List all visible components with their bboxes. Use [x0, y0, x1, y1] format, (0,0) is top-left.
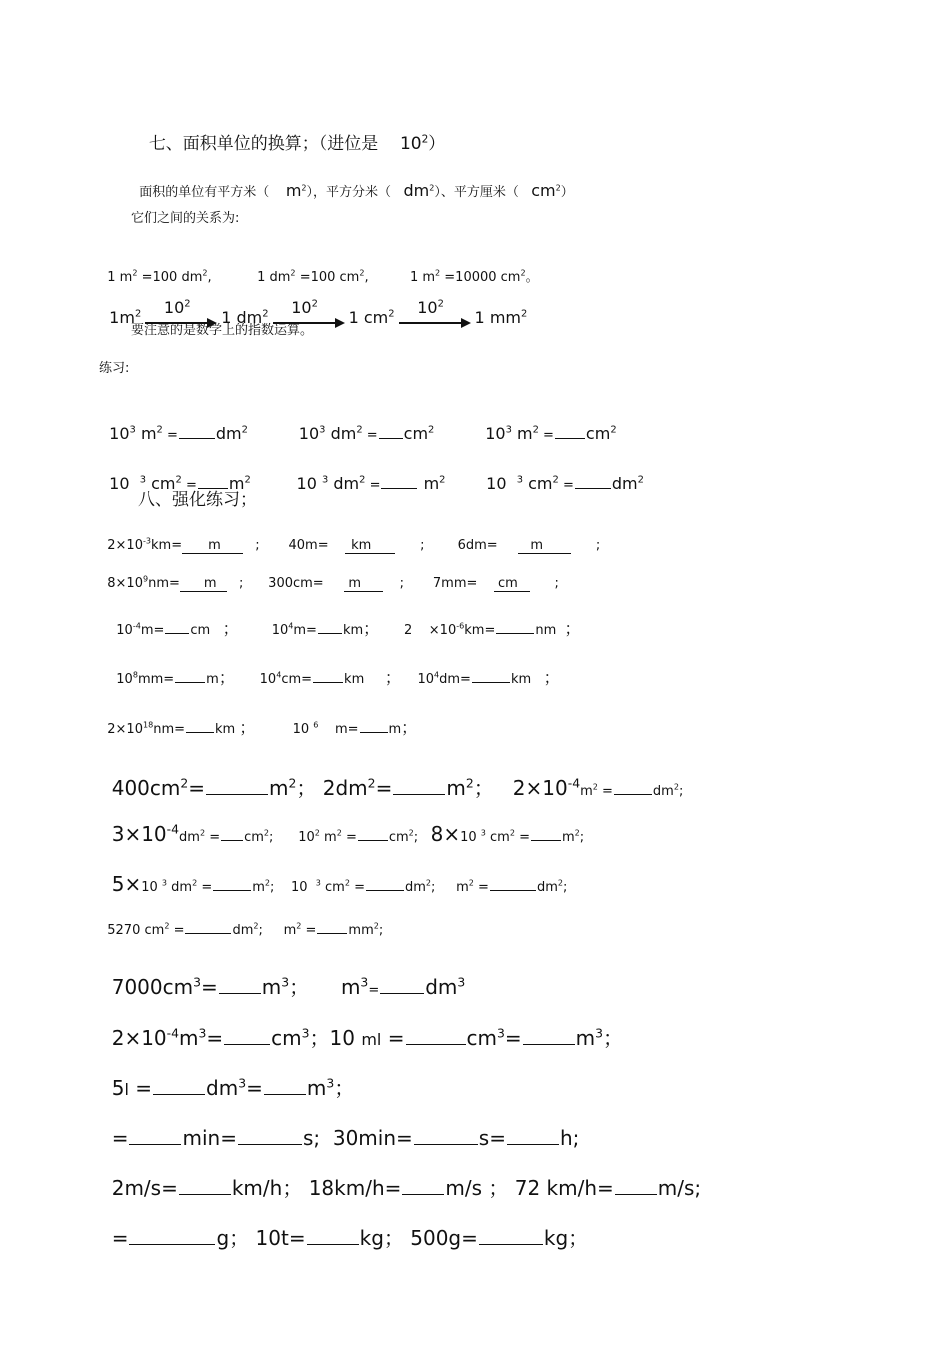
- answer-blank[interactable]: [185, 920, 231, 934]
- answer-field[interactable]: m: [182, 539, 243, 554]
- exercise-row-5: $2\times 10^{18}nm=$ km ； 10 $^6$ m= m；: [107, 718, 418, 737]
- practice-row-1: $10^3$ $m^2 = dm^2$ $10^3$ $dm^2 = cm^2$ $10^3$ $m^2 = cm^2$: [109, 424, 617, 443]
- answer-blank[interactable]: [186, 719, 214, 733]
- exponent-note: 要注意的是数学上的指数运算。: [131, 323, 314, 338]
- answer-blank[interactable]: [317, 920, 347, 934]
- answer-blank[interactable]: [238, 1124, 302, 1145]
- answer-blank[interactable]: [380, 973, 424, 994]
- exercise-row-10: $7000cm^3= m^3$； $m^3= dm^3$: [111, 974, 466, 999]
- answer-blank[interactable]: [224, 1024, 270, 1045]
- exercise-row-6: $400cm^2= m^2$； $2dm^2= m^2$； $2\times 10^{-4}m^2 = dm^2$;: [111, 775, 684, 800]
- answer-blank[interactable]: [129, 1124, 181, 1145]
- answer-blank[interactable]: [175, 669, 205, 683]
- answer-blank[interactable]: [366, 877, 404, 891]
- answer-blank[interactable]: [531, 827, 561, 841]
- answer-blank[interactable]: [179, 1174, 231, 1195]
- exercise-row-15: = g； 10t= kg； 500g= kg；: [111, 1226, 589, 1250]
- exercise-row-2: $8\times 10^9nm= m$ ; 300cm= m ; 7mm= cm ;: [107, 574, 559, 591]
- arrow-icon: $10^2$: [399, 308, 471, 326]
- answer-field[interactable]: m: [180, 577, 227, 592]
- relation-label: 它们之间的关系为:: [131, 211, 240, 226]
- answer-blank[interactable]: [479, 1224, 543, 1245]
- units-intro: 面积的单位有平方米（ $m^2$），平方分米（ $dm^2$）、平方厘米（ $cm^2$）: [139, 181, 574, 200]
- section8-heading: 八、强化练习；: [138, 490, 257, 510]
- answer-blank[interactable]: [153, 1074, 205, 1095]
- practice-row-2: 10 $^3$ $cm^2 = m^2$ 10 $^3$ $dm^2 = m^2$ 10 $^3$ $cm^2 = dm^2$: [109, 474, 644, 493]
- answer-field[interactable]: m: [518, 539, 571, 554]
- answer-blank[interactable]: [614, 781, 652, 795]
- exercise-row-12: $5l = dm^3= m^3$；: [111, 1075, 355, 1100]
- answer-field[interactable]: m: [344, 577, 383, 592]
- answer-blank[interactable]: [318, 620, 342, 634]
- exercise-row-8: 5×10 $^3$ $dm^2 = m^2$; 10 $^3$ $cm^2 = dm^2$; $m^2 = dm^2$;: [111, 872, 568, 896]
- answer-blank[interactable]: [198, 472, 228, 489]
- answer-blank[interactable]: [406, 1024, 466, 1045]
- answer-blank[interactable]: [264, 1074, 306, 1095]
- answer-blank[interactable]: [206, 774, 268, 795]
- answer-blank[interactable]: [381, 472, 417, 489]
- exercise-row-7: $3\times 10^{-4}dm^2 = cm^2$; $10^2$ $m^2 = cm^2$; 8×10 $^3$ $cm^2 = m^2$;: [111, 821, 585, 846]
- answer-blank[interactable]: [615, 1174, 657, 1195]
- relations-row: 1 $m^2 =100$ $dm^2$, 1 $dm^2 =100$ $cm^2$, 1 $m^2 =10000$ $cm^2$。: [107, 268, 539, 285]
- exercise-row-14: 2m/s= km/h； 18km/h= m/s ； 72 km/h= m/s;: [111, 1176, 702, 1200]
- arrow-icon: $10^2$: [273, 308, 345, 326]
- answer-blank[interactable]: [313, 669, 343, 683]
- answer-blank[interactable]: [213, 877, 251, 891]
- exercise-row-11: $2\times 10^{-4}m^3= cm^3$；10 ml = $cm^3= m^3$；: [111, 1025, 624, 1050]
- answer-blank[interactable]: [496, 620, 534, 634]
- exercise-row-13: = min= s; 30min= s= h;: [111, 1126, 580, 1150]
- answer-blank[interactable]: [165, 620, 189, 634]
- answer-blank[interactable]: [555, 422, 585, 439]
- answer-field[interactable]: km: [345, 539, 395, 554]
- answer-blank[interactable]: [490, 877, 536, 891]
- exercise-row-3: $10^{-4}m=$ cm ； $10^4m=$ km； 2 $\times 10^{-6}km=$ nm ；: [116, 619, 581, 638]
- exercise-row-1: $2\times 10^{-3}km= m$ ; 40m= km ; 6dm= m ;: [107, 536, 601, 553]
- answer-blank[interactable]: [414, 1124, 478, 1145]
- practice-label: 练习:: [99, 361, 130, 376]
- answer-blank[interactable]: [393, 774, 445, 795]
- answer-blank[interactable]: [402, 1174, 444, 1195]
- answer-blank[interactable]: [472, 669, 510, 683]
- answer-blank[interactable]: [379, 422, 403, 439]
- answer-blank[interactable]: [575, 472, 611, 489]
- answer-blank[interactable]: [221, 827, 243, 841]
- answer-field[interactable]: cm: [494, 577, 530, 592]
- answer-blank[interactable]: [219, 973, 261, 994]
- exercise-row-9: 5270 $cm^2 = dm^2$; $m^2 = mm^2$;: [107, 921, 384, 938]
- arrow-icon: $10^2$: [145, 308, 217, 326]
- answer-blank[interactable]: [507, 1124, 559, 1145]
- answer-blank[interactable]: [360, 719, 388, 733]
- answer-blank[interactable]: [523, 1024, 575, 1045]
- answer-blank[interactable]: [129, 1224, 215, 1245]
- conversion-chain: $1m^2$ $10^2$ 1 $dm^2$ $10^2$ 1 $cm^2$ $10^2$ 1 $mm^2$: [109, 298, 528, 327]
- exercise-row-4: $10^8mm= m$； $10^4cm=$ km ； $10^4dm=$ km ；: [116, 668, 560, 687]
- section7-heading: 七、面积单位的换算；（进位是 $10^2$）: [148, 133, 446, 154]
- answer-blank[interactable]: [358, 827, 388, 841]
- answer-blank[interactable]: [307, 1224, 359, 1245]
- answer-blank[interactable]: [179, 422, 215, 439]
